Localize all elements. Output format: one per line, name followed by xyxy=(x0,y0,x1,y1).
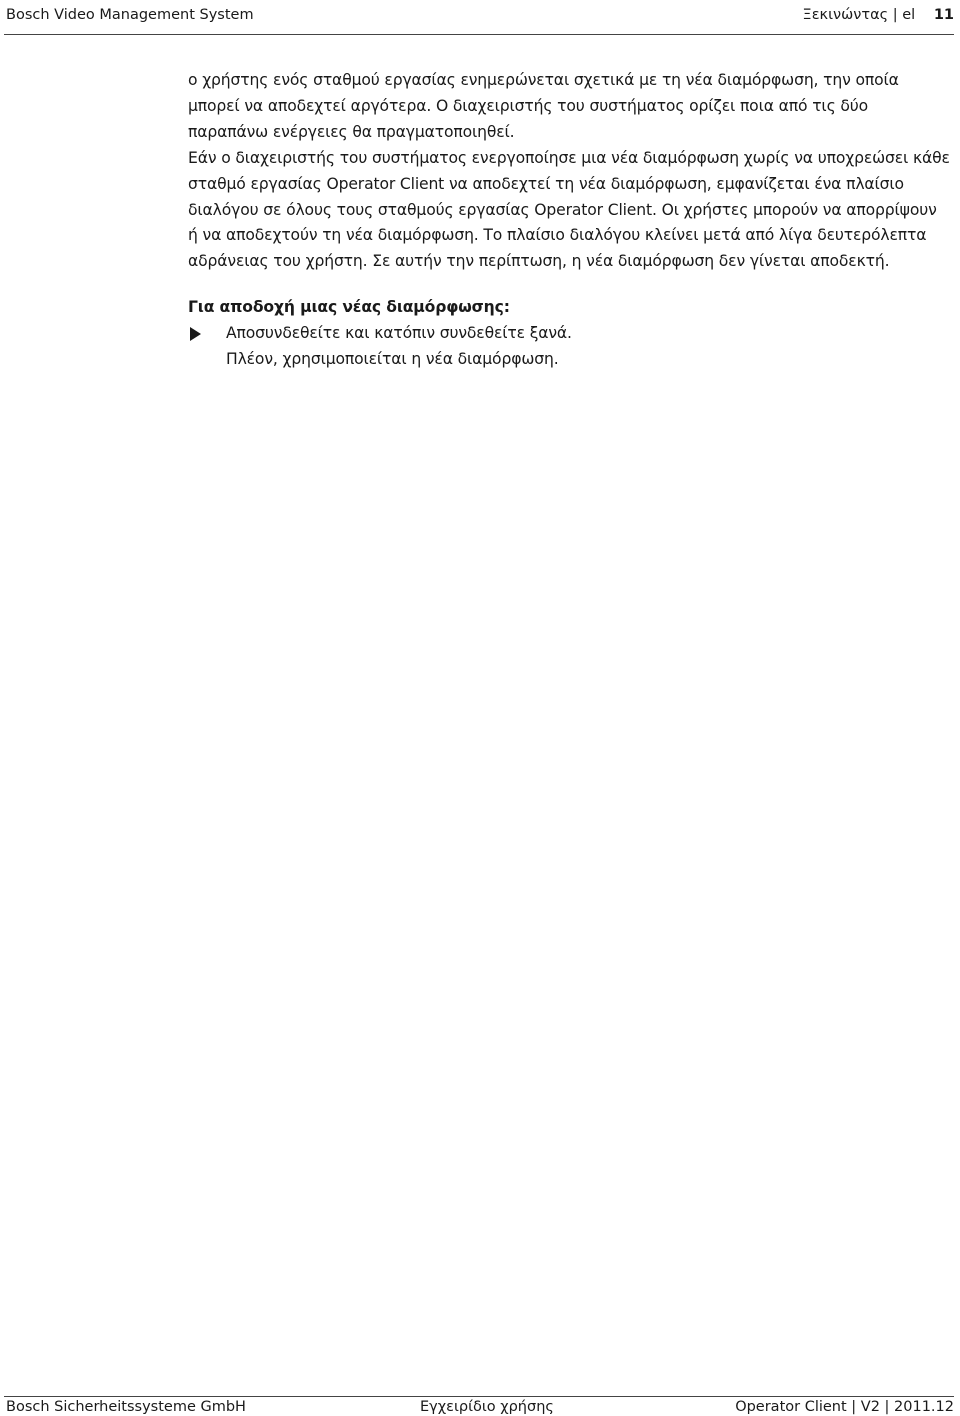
paragraph: Εάν ο διαχειριστής του συστήματος ενεργοποίησε μια νέα διαμόρφωση χωρίς να υποχρεώσει κάθε σταθμό εργασίας Operator Client να αποδεχτεί τη νέα διαμόρφωση, εμφανίζεται ένα πλαίσιο διαλόγου σε όλους τους σταθμούς εργασίας Operator Client. Οι χρήστες μπορούν να απορρίψουν ή να αποδεχτούν τη νέα διαμόρφωση. Το πλαίσιο διαλόγου κλείνει μετά από λίγα δευτερόλεπτα αδράνειας του χρήστη. Σε αυτήν την περίπτωση, η νέα διαμόρφωση δεν γίνεται αποδεκτή. xyxy=(188,148,950,271)
procedure-title: Για αποδοχή μιας νέας διαμόρφωσης: xyxy=(188,298,510,317)
page-number: 11 xyxy=(933,7,954,23)
page-footer xyxy=(4,1396,954,1415)
footer-company: Bosch Sicherheitssysteme GmbH xyxy=(6,1399,246,1415)
page-header xyxy=(4,0,954,35)
procedure-step xyxy=(188,321,950,347)
step-arrow-icon xyxy=(190,327,201,341)
header-right xyxy=(803,0,954,30)
document-title: Bosch Video Management System xyxy=(6,7,254,23)
section-label: Ξεκινώντας | el xyxy=(802,7,916,23)
footer-product-version: Operator Client | V2 | 2011.12 xyxy=(735,1399,954,1415)
step-text: Αποσυνδεθείτε και κατόπιν συνδεθείτε ξανά. xyxy=(226,324,572,343)
paragraph: ο χρήστης ενός σταθμού εργασίας ενημερώνεται σχετικά με τη νέα διαμόρφωση, την οποία μπορεί να αποδεχτεί αργότερα. Ο διαχειριστής του συστήματος ορίζει ποια από τις δύο παραπάνω ενέργειες θα πραγματοποιηθεί. xyxy=(188,71,899,141)
step-result: Πλέον, χρησιμοποιείται η νέα διαμόρφωση. xyxy=(226,350,559,369)
footer-doc-type: Εγχειρίδιο χρήσης xyxy=(420,1399,554,1415)
page-content xyxy=(188,68,950,373)
